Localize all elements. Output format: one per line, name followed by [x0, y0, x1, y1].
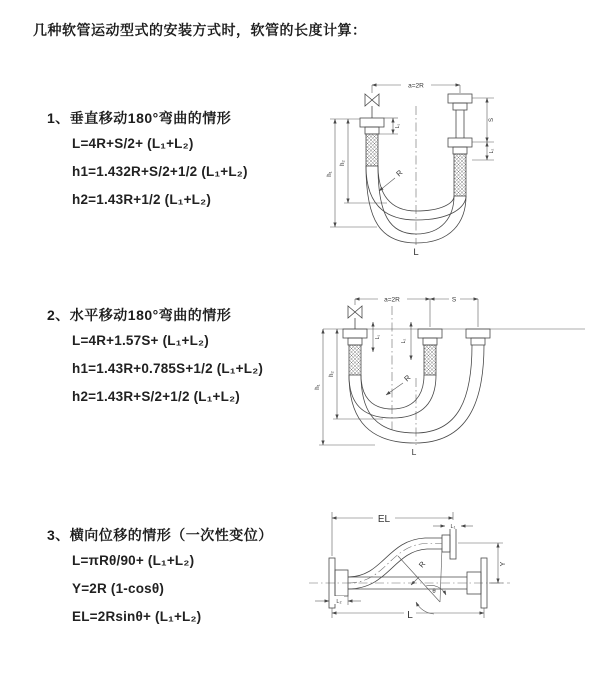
- theta-angle: [416, 585, 446, 614]
- hose-curves-position2: [349, 345, 484, 443]
- diagram-lateral-displacement: [295, 498, 597, 645]
- theta-label: θ: [432, 589, 436, 595]
- dim-label-el: EL: [377, 514, 391, 525]
- dim-l2: [472, 142, 495, 160]
- dim-label-l1: L₁: [375, 334, 381, 340]
- section-3-heading: 3、横向位移的情形（一次性变位）: [47, 527, 273, 543]
- dim-l2: [315, 596, 361, 605]
- pipe-fitting-3: [466, 329, 490, 345]
- valve-icon: [348, 306, 362, 329]
- section-2-formula-h2: h2=1.43R+S/2+1/2 (L₁+L₂): [72, 389, 240, 404]
- dim-s: [472, 98, 495, 142]
- diagram-vertical-bend: [315, 70, 595, 260]
- section-2-formula-h1: h1=1.43R+0.785S+1/2 (L₁+L₂): [72, 361, 264, 376]
- length-label: L: [413, 247, 419, 258]
- radius-label: R: [416, 559, 428, 570]
- hose-s-curve: [348, 538, 442, 589]
- section-2-formula-L: L=4R+1.57S+ (L₁+L₂): [72, 333, 209, 348]
- dim-label-a2r: a=2R: [384, 296, 400, 304]
- dim-a2r: [355, 293, 430, 304]
- dim-label-l2: L₂: [489, 148, 495, 154]
- radius-callout: [379, 168, 405, 191]
- dim-l: [332, 607, 484, 621]
- diagram-vertical-bend-svg: [315, 70, 595, 260]
- dim-label-h1: h₁: [315, 384, 321, 390]
- dim-l1: [433, 520, 473, 530]
- section-3-formula-EL: EL=2Rsinθ+ (L₁+L₂): [72, 609, 202, 624]
- section-3-formula-L: L=πRθ/90+ (L₁+L₂): [72, 553, 195, 568]
- dim-l2: [401, 322, 411, 360]
- dim-label-s: S: [489, 117, 495, 123]
- section-1-formula-h2: h2=1.43R+1/2 (L₁+L₂): [72, 192, 212, 207]
- radius-callout: [386, 373, 413, 395]
- dim-label-h2: h₂: [329, 371, 335, 377]
- left-pipe-fitting: [360, 118, 384, 166]
- dim-label-y: Y: [500, 561, 507, 567]
- diagram-horizontal-bend-svg: [313, 282, 595, 460]
- dim-l1: [373, 322, 381, 352]
- dim-label-s: S: [451, 296, 457, 304]
- displaced-flange: [442, 528, 456, 559]
- dim-label-l1: L₁: [450, 524, 456, 530]
- dim-label-l2: L₂: [336, 599, 342, 605]
- section-3-formula-Y: Y=2R (1-cosθ): [72, 581, 165, 596]
- dim-label-a2r: a=2R: [408, 82, 424, 90]
- dim-label-h2: h₂: [340, 160, 346, 166]
- dim-label-h1: h₁: [327, 171, 333, 177]
- right-pipe-fitting: [448, 94, 472, 196]
- section-1-heading: 1、垂直移动180°弯曲的情形: [47, 110, 232, 126]
- dim-label-l2: L₂: [401, 338, 407, 344]
- length-label: L: [411, 447, 417, 457]
- section-1-formula-h1: h1=1.432R+S/2+1/2 (L₁+L₂): [72, 164, 248, 179]
- dim-label-l: L: [407, 610, 413, 621]
- radius-label: R: [402, 372, 413, 384]
- dim-label-l1: L₁: [395, 123, 401, 129]
- dim-l1: [379, 118, 401, 134]
- diagram-lateral-displacement-svg: [295, 498, 597, 645]
- diagram-horizontal-bend: [313, 282, 595, 460]
- section-2-heading: 2、水平移动180°弯曲的情形: [47, 307, 232, 323]
- pipe-fitting-2: [418, 329, 442, 375]
- section-1-formula-L: L=4R+S/2+ (L₁+L₂): [72, 136, 194, 151]
- valve-icon: [365, 94, 379, 118]
- hose-curves-position1: [349, 372, 436, 418]
- dim-s: [430, 293, 478, 304]
- page-title: 几种软管运动型式的安装方式时，软管的长度计算：: [33, 22, 367, 38]
- pipe-fitting-1: [343, 329, 367, 375]
- radius-label: R: [394, 167, 405, 179]
